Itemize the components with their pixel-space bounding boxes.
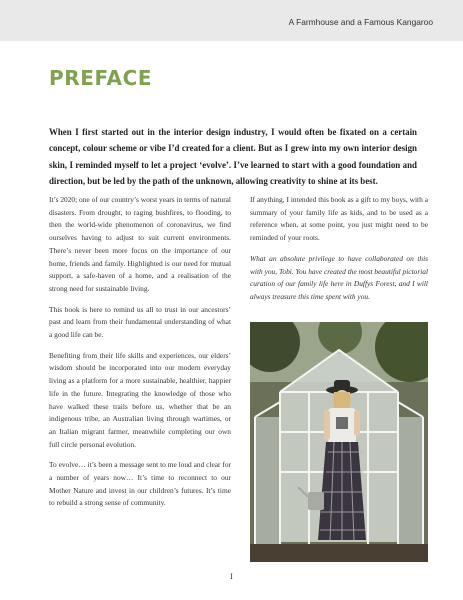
body-paragraph: If anything, I intended this book as a gift to my boys, with a summary of your family life as kids, and to be used as a reference when, at some point, you just might need to be reminded of your roots.: [250, 195, 428, 243]
greenhouse-photo-illustration: [250, 322, 428, 562]
page-number: I: [230, 572, 233, 581]
body-paragraph: To evolve… it’s been a message sent to me loud and clear for a number of years now… It’s time to reconnect to our Mother Nature and invest in our children’s futures. It’s time to rebuild a strong sense of community.: [49, 460, 231, 508]
left-column: [49, 194, 231, 518]
body-paragraph: Benefiting from their life skills and experiences, our elders’ wisdom should be incorporated into our modern everyday living as a platform for a more sustainable, healthier, happier life in the future. Integrating the knowledge of those who have walked these trails before us, whether that be an indigenous tribe, an Australian living through wartimes, or an Italian migrant farmer, meanwhile completing our own full circle personal evolution.: [49, 350, 231, 449]
page-heading: PREFACE: [49, 66, 153, 90]
body-paragraph: This book is here to remind us all to trust in our ancestors’ past and learn from their fundamental understanding of what a good life can be.: [49, 304, 231, 340]
body-paragraph: It’s 2020; one of our country’s worst years in terms of natural disasters. From drought, to raging bushfires, to flooding, to then the world-wide phenomenon of coronavirus, we find ourselves having to adjust to suit current environments. There’s never been more focus on the importance of our home, friends and family. Highlighted is our need for mutual support, a safe-haven of a home, and a realisation of the strong need for sustainable living.: [49, 195, 231, 293]
header-bar: [0, 0, 463, 41]
dedication-paragraph: What an absolute privilege to have collaborated on this with you, Tobi. You have created the most beautiful pictorial curation of our family life here in Duffys Forest, and I will always treasure this time spent with you.: [250, 253, 428, 301]
lead-paragraph: When I first started out in the interior design industry, I would often be fixated on a certain concept, colour scheme or vibe I’d created for a client. But as I grew into my own interior design skin, I reminded myself to let a project ‘evolve’. I’ve learned to start with a good foundation and direction, but be led by the path of the unknown, allowing creativity to shine at its best.: [49, 127, 417, 187]
greenhouse-photo: [250, 322, 428, 562]
right-column: [250, 194, 428, 312]
running-title: A Farmhouse and a Famous Kangaroo: [288, 17, 433, 27]
